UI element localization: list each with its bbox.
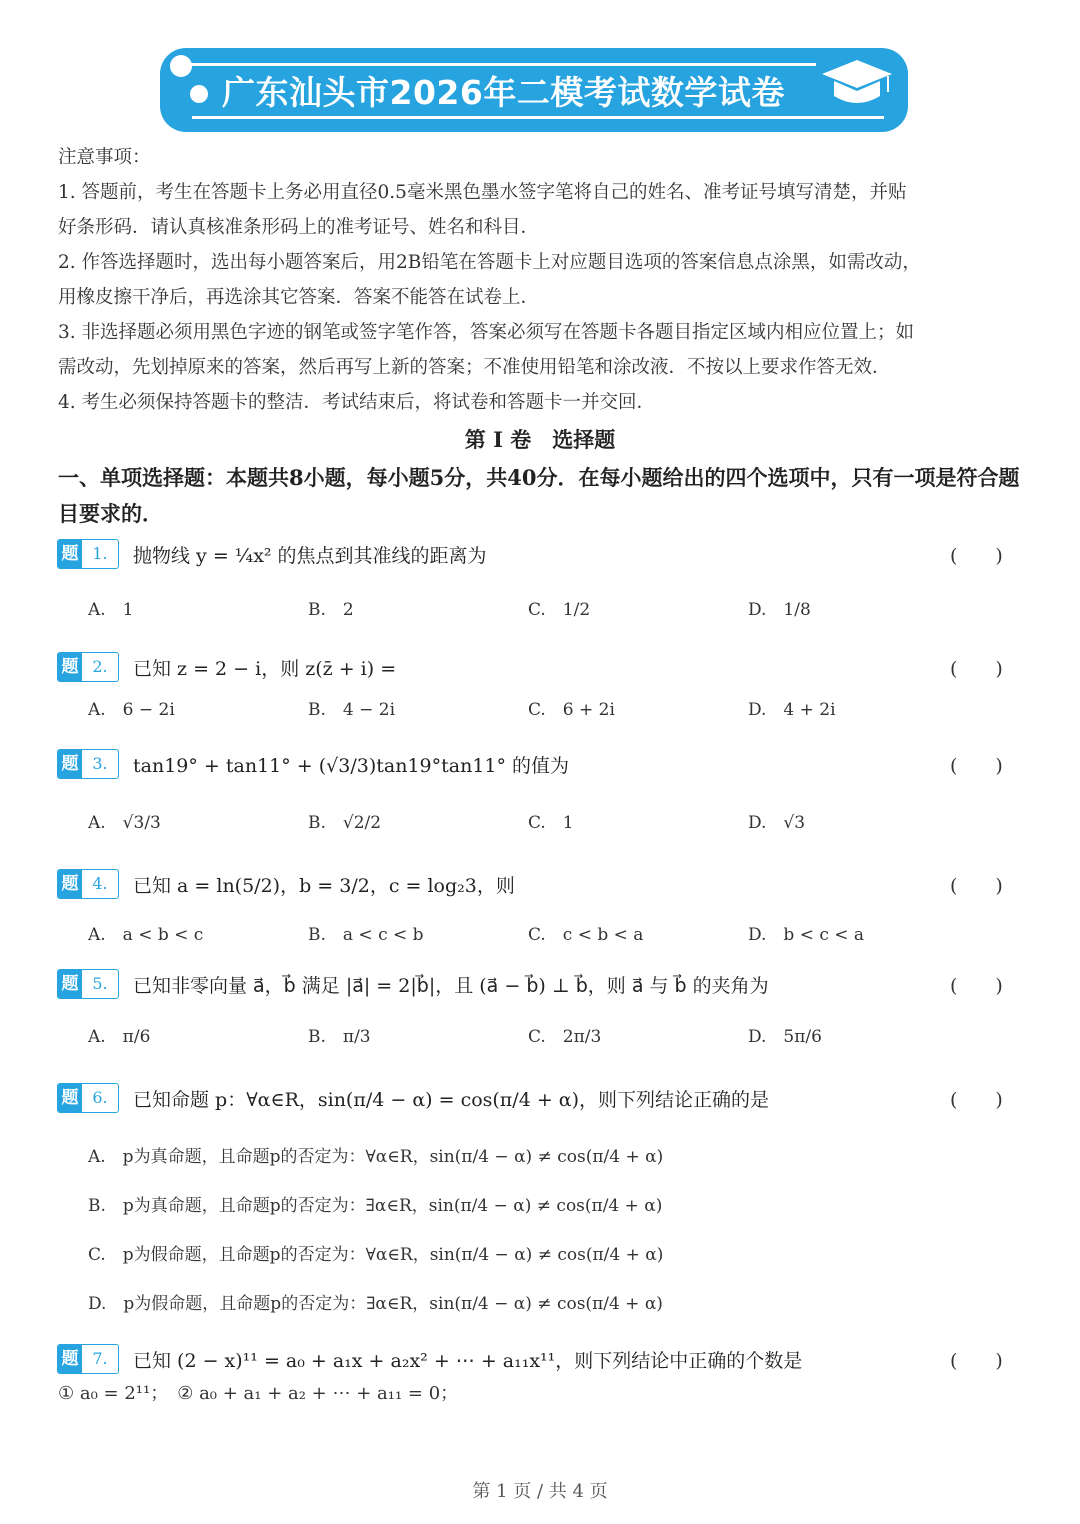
option-c: C. p为假命题，且命题p的否定为：∀α∈R，sin(π/4 − α) ≠ cos(π/4 + α): [88, 1244, 664, 1265]
instruction-line: 4. 考生必须保持答题卡的整洁．考试结束后，将试卷和答题卡一并交回．: [58, 392, 656, 413]
instructions-block: [58, 140, 1018, 420]
banner-circle-decoration: [170, 55, 192, 77]
instructions-heading: 注意事项：: [58, 147, 151, 168]
option-d: D. p为假命题，且命题p的否定为：∃α∈R，sin(π/4 − α) ≠ cos(π/4 + α): [88, 1293, 663, 1314]
section-title: 第 I 卷 选择题: [464, 427, 616, 452]
badge-label: 题: [58, 653, 82, 681]
option-d: D. √3: [748, 812, 806, 833]
option-a: A. p为真命题，且命题p的否定为：∀α∈R，sin(π/4 − α) ≠ cos(π/4 + α): [88, 1146, 664, 1167]
banner-dot-decoration: [190, 85, 208, 103]
question-number: 2.: [92, 657, 108, 676]
instruction-line: 好条形码．请认真核准条形码上的准考证号、姓名和科目．: [58, 217, 540, 238]
question-stem: 已知命题 p：∀α∈R，sin(π/4 − α) = cos(π/4 + α)，则下列结论正确的是: [133, 1088, 770, 1111]
question-stem: tan19° + tan11° + (√3/3)tan19°tan11° 的值为: [133, 754, 570, 777]
answer-paren: ( ): [950, 975, 1003, 997]
part-heading: 一、单项选择题：本题共8小题，每小题5分，共40分．在每小题给出的四个选项中，只有一项是符合题目要求的．: [58, 465, 1020, 526]
answer-paren: ( ): [950, 1350, 1003, 1372]
badge-label: 题: [58, 1345, 82, 1373]
question-stem: 抛物线 y = ¼x² 的焦点到其准线的距离为: [133, 544, 487, 567]
question-badge: [57, 969, 119, 999]
title-banner: [160, 48, 908, 132]
exam-title: 广东汕头市2026年二模考试数学试卷: [222, 73, 785, 112]
option-b: B. π/3: [308, 1026, 371, 1047]
instruction-line: 3. 非选择题必须用黑色字迹的钢笔或签字笔作答，答案必须写在答题卡各题目指定区域内相应位置上；如: [58, 322, 915, 343]
option-a: A. √3/3: [88, 812, 161, 833]
question-stem: 已知 z = 2 − i，则 z(z̄ + i) =: [133, 657, 397, 680]
option-c: C. 2π/3: [528, 1026, 602, 1047]
page-footer: 第 1 页 / 共 4 页: [472, 1481, 608, 1502]
instruction-line: 2. 作答选择题时，选出每小题答案后，用2B铅笔在答题卡上对应题目选项的答案信息点涂黑，如需改动，: [58, 252, 921, 273]
question-badge: [57, 539, 119, 569]
question-number: 3.: [92, 754, 108, 773]
question-badge: [57, 869, 119, 899]
graduation-cap-icon: [820, 56, 894, 112]
question-badge: [57, 652, 119, 682]
question-stem: 已知 (2 − x)¹¹ = a₀ + a₁x + a₂x² + ⋯ + a₁₁x¹¹，则下列结论中正确的个数是: [133, 1349, 803, 1372]
question-stem: 已知非零向量 a⃗，b⃗ 满足 |a⃗| = 2|b⃗|，且 (a⃗ − b⃗) ⊥ b⃗，则 a⃗ 与 b⃗ 的夹角为: [133, 974, 769, 997]
answer-paren: ( ): [950, 658, 1003, 680]
question-3: [57, 749, 569, 779]
answer-paren: ( ): [950, 1089, 1003, 1111]
question-6: [57, 1083, 769, 1113]
option-b: B. p为真命题，且命题p的否定为：∃α∈R，sin(π/4 − α) ≠ cos(π/4 + α): [88, 1195, 663, 1216]
question-number: 4.: [92, 874, 108, 893]
question-7-subitems: ① a₀ = 2¹¹； ② a₀ + a₁ + a₂ + ⋯ + a₁₁ = 0；: [58, 1383, 459, 1404]
banner-bottom-line: [192, 116, 884, 119]
banner-top-line: [190, 63, 816, 66]
badge-label: 题: [58, 1084, 82, 1112]
answer-paren: ( ): [950, 545, 1003, 567]
question-number: 5.: [92, 974, 108, 993]
option-a: A. a < b < c: [88, 924, 204, 945]
question-number: 1.: [92, 544, 108, 563]
badge-label: 题: [58, 540, 82, 568]
question-1: [57, 539, 487, 569]
instruction-line: 1. 答题前，考生在答题卡上务必用直径0.5毫米黑色墨水签字笔将自己的姓名、准考证号填写清楚，并贴: [58, 182, 907, 203]
option-c: C. 1/2: [528, 599, 591, 620]
option-b: B. 2: [308, 599, 354, 620]
option-b: B. a < c < b: [308, 924, 424, 945]
badge-label: 题: [58, 970, 82, 998]
question-stem: 已知 a = ln(5/2)，b = 3/2，c = log₂3，则: [133, 874, 515, 897]
option-b: B. √2/2: [308, 812, 382, 833]
option-d: D. b < c < a: [748, 924, 865, 945]
question-2: [57, 652, 396, 682]
option-d: D. 1/8: [748, 599, 811, 620]
option-a: A. π/6: [88, 1026, 151, 1047]
question-5: [57, 969, 769, 999]
option-d: D. 5π/6: [748, 1026, 822, 1047]
option-d: D. 4 + 2i: [748, 699, 836, 720]
question-number: 6.: [92, 1088, 108, 1107]
option-c: C. 1: [528, 812, 574, 833]
question-badge: [57, 749, 119, 779]
option-c: C. 6 + 2i: [528, 699, 615, 720]
instruction-line: 用橡皮擦干净后，再选涂其它答案．答案不能答在试卷上．: [58, 287, 540, 308]
option-a: A. 6 − 2i: [88, 699, 175, 720]
answer-paren: ( ): [950, 875, 1003, 897]
question-number: 7.: [92, 1349, 108, 1368]
question-badge: [57, 1083, 119, 1113]
badge-label: 题: [58, 870, 82, 898]
answer-paren: ( ): [950, 755, 1003, 777]
option-c: C. c < b < a: [528, 924, 644, 945]
badge-label: 题: [58, 750, 82, 778]
question-4: [57, 869, 515, 899]
option-a: A. 1: [88, 599, 134, 620]
option-b: B. 4 − 2i: [308, 699, 396, 720]
instruction-line: 需改动，先划掉原来的答案，然后再写上新的答案；不准使用铅笔和涂改液．不按以上要求作答无效．: [58, 357, 891, 378]
